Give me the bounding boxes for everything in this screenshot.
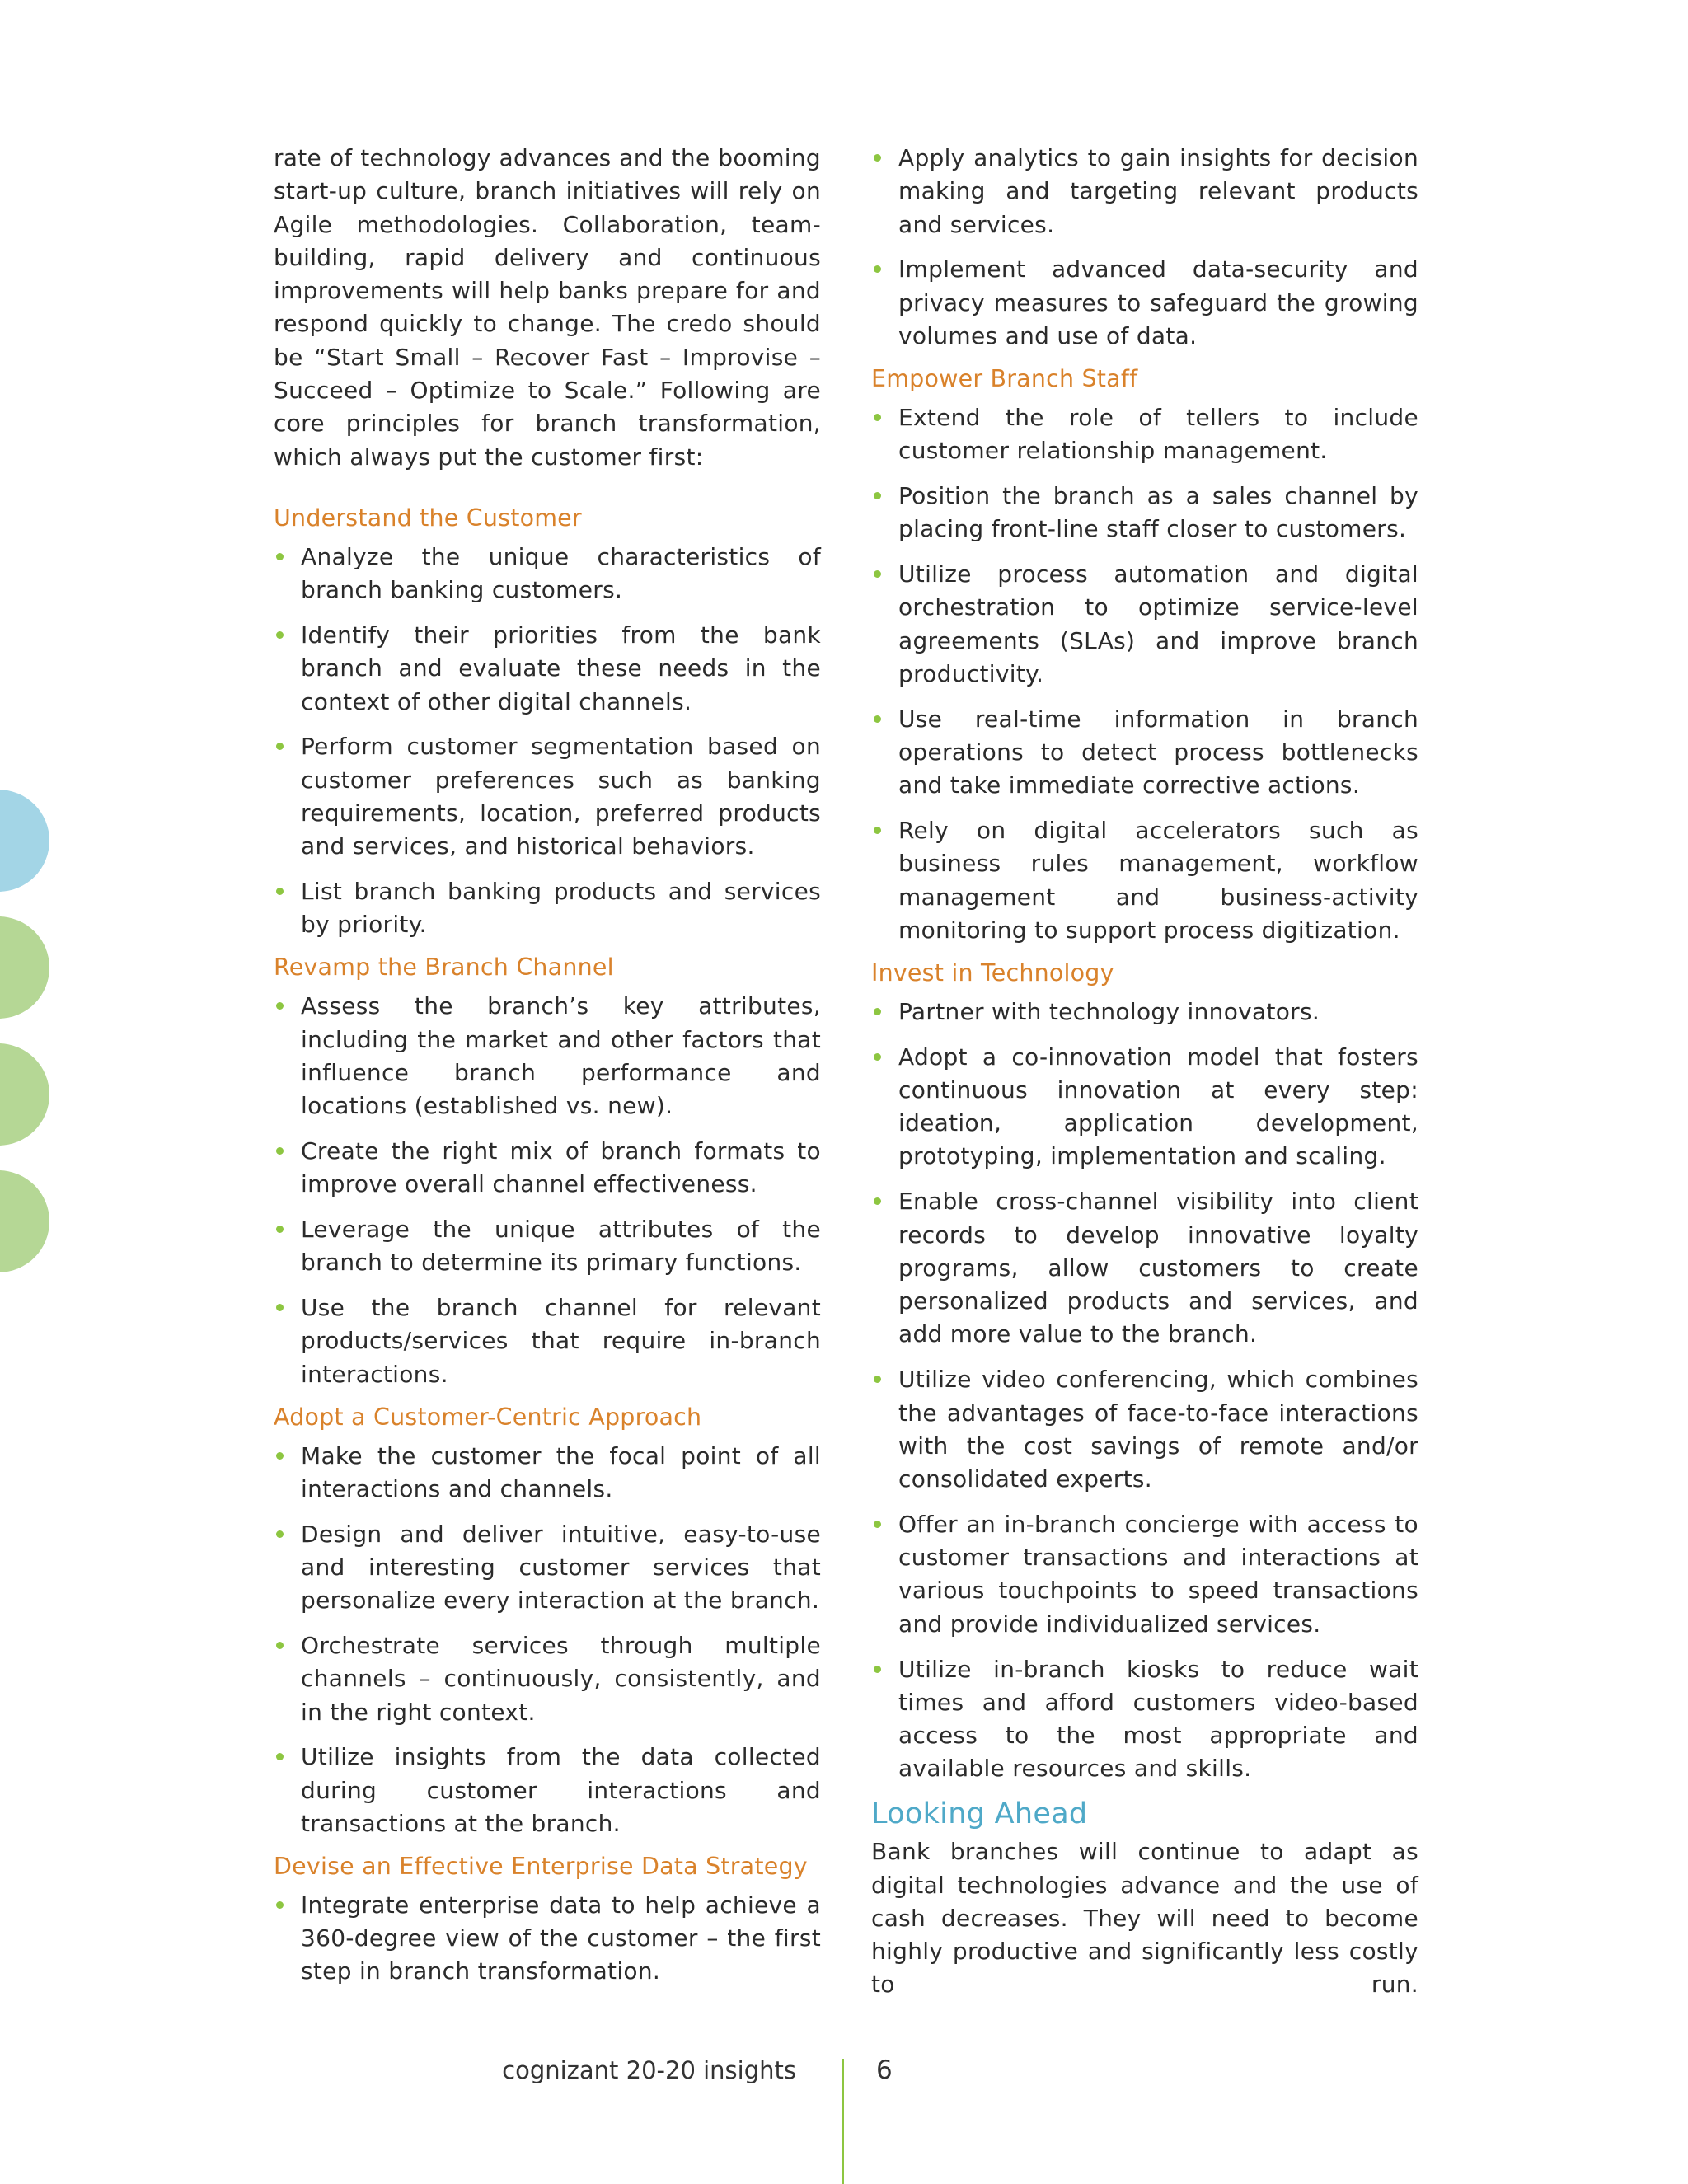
list-item: Perform customer segmentation based on customer preferences such as banking requirements, location, preferred products and services, and historical behaviors. [274,730,821,863]
list-item: Assess the branch’s key attributes, including the market and other factors that influence branch performance and locations (established vs. new). [274,990,821,1122]
bullet-icon [276,1147,284,1155]
bullet-icon [874,827,881,834]
subheading-invest-in-technology: Invest in Technology [871,958,1114,987]
bullet-list [274,1889,821,1989]
list-item: Adopt a co-innovation model that fosters continuous innovation at every step: ideation, application development, prototyping, implementation and scaling. [871,1041,1418,1174]
bullet-icon [276,1002,284,1010]
subheading-understand-customer: Understand the Customer [274,504,582,532]
list-item: Analyze the unique characteristics of branch banking customers. [274,541,821,607]
list-item: Use the branch channel for relevant products/services that require in-branch interactions. [274,1291,821,1391]
list-item: Implement advanced data-security and privacy measures to safeguard the growing volumes and use of data. [871,253,1418,353]
list-item: Position the branch as a sales channel by placing front-line staff closer to customers. [871,480,1418,546]
list-item: List branch banking products and services by priority. [274,875,821,942]
bullet-icon [874,1197,881,1205]
bullet-icon [276,743,284,750]
bullet-list [274,990,821,1391]
list-item: Apply analytics to gain insights for decision making and targeting relevant products and services. [871,142,1418,241]
decorative-circle-green [0,1043,49,1146]
subheading-enterprise-data-strategy: Devise an Effective Enterprise Data Strategy [274,1852,808,1880]
bullet-icon [874,265,881,273]
bullet-icon [874,1376,881,1383]
list-item: Leverage the unique attributes of the branch to determine its primary functions. [274,1213,821,1280]
section-heading-looking-ahead: Looking Ahead [871,1797,1088,1831]
list-item: Orchestrate services through multiple channels – continuously, consistently, and in the right context. [274,1629,821,1729]
list-item: Integrate enterprise data to help achieve a 360-degree view of the customer – the first step in branch transformation. [274,1889,821,1989]
list-item: Enable cross-channel visibility into client records to develop innovative loyalty programs, allow customers to create personalized products and services, and add more value to the branch. [871,1185,1418,1351]
bullet-icon [276,631,284,639]
list-item: Rely on digital accelerators such as business rules management, workflow management and business-activity monitoring to support process digitization. [871,814,1418,947]
bullet-icon [874,570,881,578]
bullet-icon [874,715,881,723]
list-item: Use real-time information in branch operations to detect process bottlenecks and take immediate corrective actions. [871,703,1418,803]
looking-ahead-paragraph: Bank branches will continue to adapt as digital technologies advance and the use of cash decreases. They will need to become highly productive and significantly less costly to run. [871,1838,1418,1999]
bullet-icon [276,1452,284,1460]
decorative-circle-green [0,916,49,1019]
list-item: Offer an in-branch concierge with access to customer transactions and interactions at various touchpoints to speed transactions and provide individualized services. [871,1508,1418,1641]
bullet-icon [276,553,284,560]
bullet-list [871,996,1418,1786]
list-item: Partner with technology innovators. [871,996,1418,1029]
bullet-list [274,541,821,942]
bullet-list [871,401,1418,947]
footer-divider [842,2059,844,2184]
bullet-icon [276,1530,284,1538]
list-item: Utilize process automation and digital orchestration to optimize service-level agreements (SLAs) and improve branch productivity. [871,558,1418,691]
decorative-circle-green [0,1170,49,1272]
bullet-icon [276,1901,284,1909]
subheading-revamp-branch-channel: Revamp the Branch Channel [274,954,614,982]
bullet-icon [874,414,881,421]
list-item: Extend the role of tellers to include customer relationship management. [871,401,1418,468]
intro-paragraph: rate of technology advances and the booming start-up culture, branch initiatives will rely on Agile methodologies. Collaboration, team-building, rapid delivery and continuous improvements will help banks prepare for and respond quickly to change. The credo should be “Start Small – Recover Fast – Improvise – Succeed – Optimize to Scale.” Following are core principles for branch transformation, which always put the customer first: [274,144,821,471]
bullet-list [274,1440,821,1841]
list-item: Design and deliver intuitive, easy-to-use and interesting customer services that personalize every interaction at the branch. [274,1518,821,1618]
list-item: Utilize insights from the data collected during customer interactions and transactions at the branch. [274,1741,821,1840]
bullet-icon [874,492,881,499]
list-item: Create the right mix of branch formats to improve overall channel effectiveness. [274,1135,821,1202]
bullet-icon [276,1304,284,1311]
footer-publication-label: cognizant 20-20 insights [502,2056,796,2084]
bullet-icon [874,1008,881,1015]
subheading-empower-branch-staff: Empower Branch Staff [871,364,1138,392]
bullet-icon [874,1053,881,1061]
bullet-icon [276,1753,284,1760]
subheading-customer-centric-approach: Adopt a Customer-Centric Approach [274,1403,702,1431]
right-column [871,142,1418,2002]
decorative-circle-blue [0,790,49,892]
page-number: 6 [876,2055,893,2085]
list-item: Utilize video conferencing, which combines the advantages of face-to-face interactions with the cost savings of remote and/or consolidated experts. [871,1363,1418,1496]
bullet-icon [276,1642,284,1649]
list-item: Make the customer the focal point of all interactions and channels. [274,1440,821,1507]
bullet-icon [276,888,284,895]
bullet-list [871,142,1418,353]
list-item: Utilize in-branch kiosks to reduce wait times and afford customers video-based access to the most appropriate and available resources and skills. [871,1653,1418,1786]
bullet-icon [276,1226,284,1233]
bullet-icon [874,1521,881,1528]
bullet-icon [874,1666,881,1673]
list-item: Identify their priorities from the bank branch and evaluate these needs in the context of other digital channels. [274,619,821,719]
left-column [274,142,821,2000]
bullet-icon [874,154,881,162]
